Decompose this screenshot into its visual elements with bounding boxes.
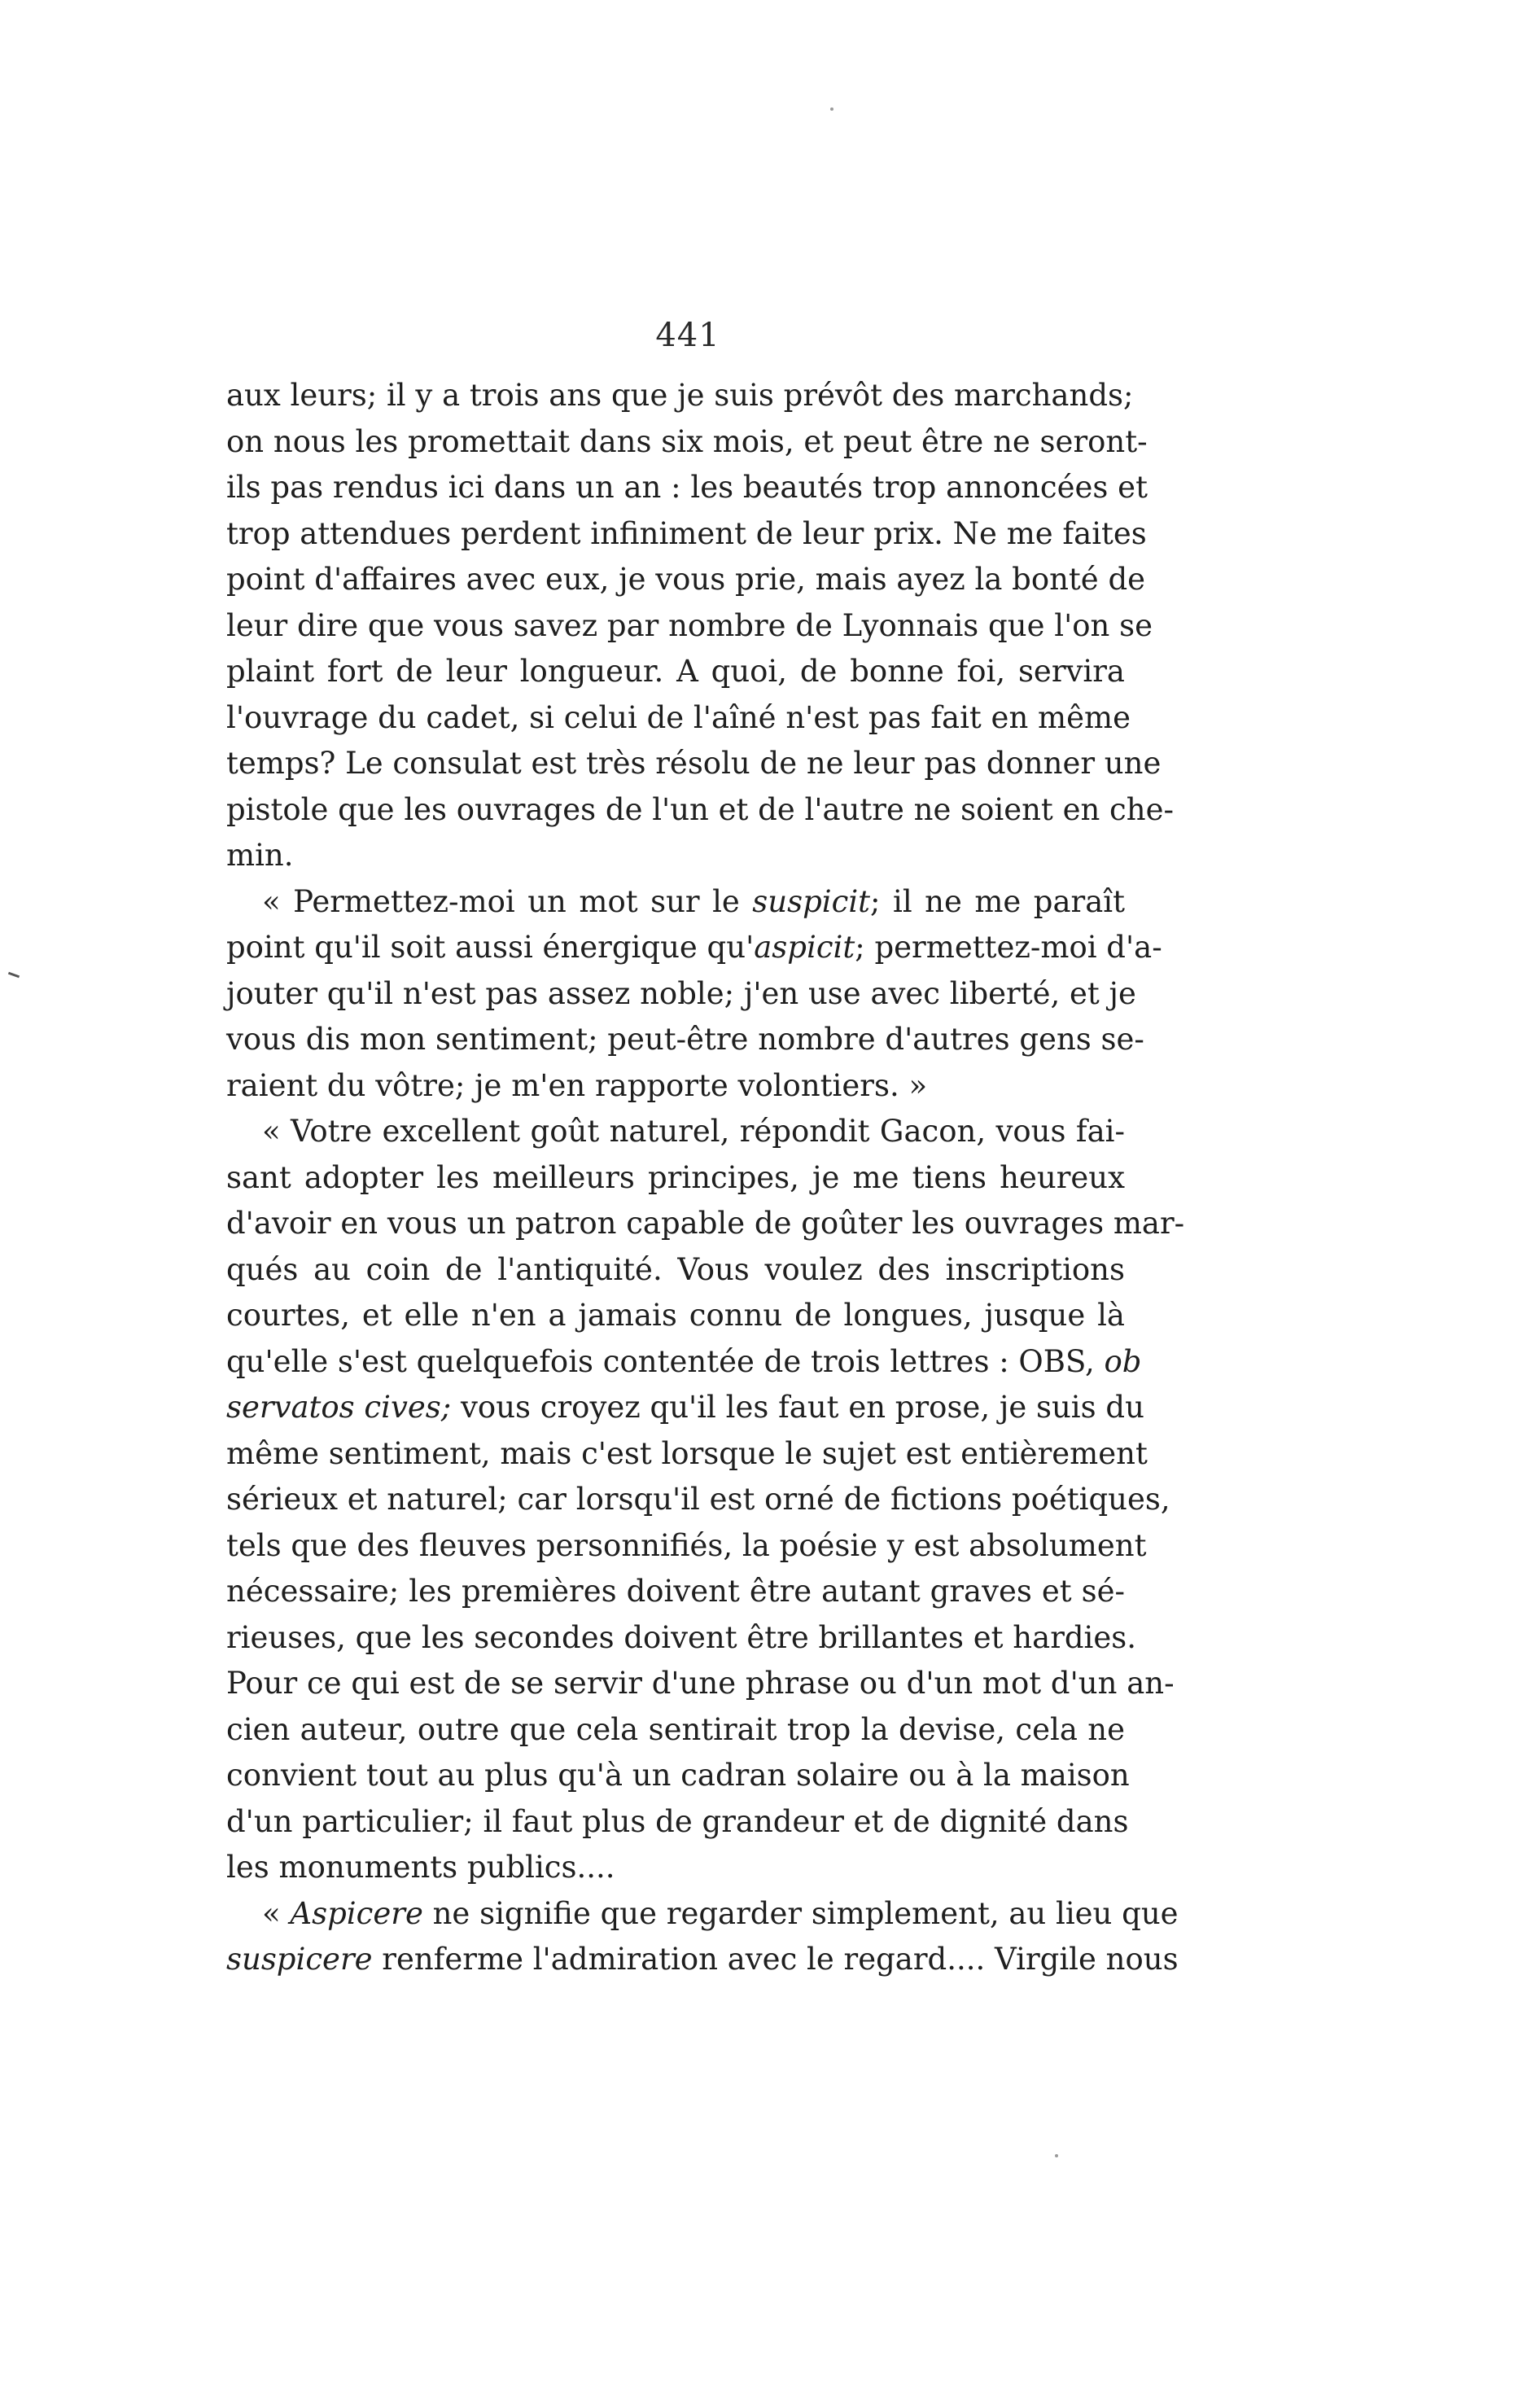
italic-run: aspicit bbox=[754, 930, 855, 965]
page-number: 441 bbox=[655, 317, 720, 354]
text-line bbox=[226, 1385, 1144, 1431]
paper-speck bbox=[830, 107, 833, 111]
text-run: ; il ne me paraît bbox=[870, 883, 1125, 919]
text-line: tels que des fleuves personnifiés, la poésie y est absolument bbox=[226, 1527, 1147, 1563]
text-line: trop attendues perdent infiniment de leur prix. Ne me faites bbox=[226, 515, 1147, 551]
text-line: ils pas rendus ici dans un an : les beautés trop annoncées et bbox=[226, 470, 1148, 505]
text-line: l'ouvrage du cadet, si celui de l'aîné n'est pas fait en même bbox=[226, 699, 1131, 735]
text-line: min. bbox=[226, 838, 294, 873]
text-line: convient tout au plus qu'à un cadran solaire ou à la maison bbox=[226, 1758, 1130, 1793]
text-line: pistole que les ouvrages de l'un et de l'autre ne soient en che- bbox=[226, 791, 1175, 827]
text-line: raient du vôtre; je m'en rapporte volontiers. » bbox=[226, 1067, 928, 1103]
text-line: vous dis mon sentiment; peut-être nombre d'autres gens se- bbox=[226, 1022, 1144, 1057]
text-run: renferme l'admiration avec le regard.... Virgile nous bbox=[372, 1942, 1179, 1977]
text-line: nécessaire; les premières doivent être autant graves et sé- bbox=[226, 1574, 1125, 1609]
body-text bbox=[226, 373, 1185, 1983]
text-line bbox=[226, 1937, 1179, 1983]
text-line bbox=[226, 1891, 1179, 1938]
margin-mark bbox=[8, 972, 20, 979]
text-line: d'avoir en vous un patron capable de goûter les ouvrages mar- bbox=[226, 1206, 1185, 1241]
text-line: d'un particulier; il faut plus de grandeur et de dignité dans bbox=[226, 1803, 1129, 1839]
text-line bbox=[226, 1339, 1142, 1386]
text-run: ne signifie que regarder simplement, au lieu que bbox=[422, 1895, 1179, 1931]
text-line: courtes, et elle n'en a jamais connu de longues, jusque là bbox=[226, 1298, 1125, 1333]
text-line: qués au coin de l'antiquité. Vous voulez des inscriptions bbox=[226, 1251, 1125, 1287]
paper-speck bbox=[1055, 2154, 1058, 2157]
text-line: point d'affaires avec eux, je vous prie, mais ayez la bonté de bbox=[226, 562, 1146, 597]
text-line: aux leurs; il y a trois ans que je suis prévôt des marchands; bbox=[226, 378, 1134, 413]
text-line: sant adopter les meilleurs principes, je me tiens heureux bbox=[226, 1159, 1125, 1195]
italic-run: servatos cives; bbox=[226, 1390, 452, 1425]
text-line: jouter qu'il n'est pas assez noble; j'en use avec liberté, et je bbox=[226, 975, 1136, 1011]
text-line: sérieux et naturel; car lorsqu'il est orné de fictions poétiques, bbox=[226, 1482, 1170, 1517]
text-line: leur dire que vous savez par nombre de Lyonnais que l'on se bbox=[226, 607, 1153, 643]
italic-run: ob bbox=[1104, 1343, 1142, 1379]
text-run: « bbox=[262, 1895, 291, 1931]
text-line: les monuments publics.... bbox=[226, 1850, 615, 1885]
italic-run: Aspicere bbox=[290, 1895, 423, 1931]
text-run: vous croyez qu'il les faut en prose, je suis du bbox=[451, 1390, 1144, 1425]
text-line: plaint fort de leur longueur. A quoi, de bonne foi, servira bbox=[226, 654, 1125, 689]
text-line: même sentiment, mais c'est lorsque le sujet est entièrement bbox=[226, 1435, 1148, 1471]
italic-run: suspicit bbox=[752, 883, 871, 919]
text-run: « Permettez-moi un mot sur le bbox=[262, 883, 753, 919]
text-line: Pour ce qui est de se servir d'une phrase ou d'un mot d'un an- bbox=[226, 1666, 1175, 1701]
text-run: ; permettez-moi d'a- bbox=[855, 930, 1162, 965]
text-line bbox=[226, 879, 1125, 926]
text-line: rieuses, que les secondes doivent être brillantes et hardies. bbox=[226, 1619, 1137, 1655]
italic-run: suspicere bbox=[226, 1942, 373, 1977]
text-run: qu'elle s'est quelquefois contentée de trois lettres : OBS, bbox=[226, 1343, 1105, 1379]
text-line bbox=[226, 925, 1162, 971]
text-line: temps? Le consulat est très résolu de ne leur pas donner une bbox=[226, 746, 1162, 781]
text-run: point qu'il soit aussi énergique qu' bbox=[226, 930, 755, 965]
text-line: cien auteur, outre que cela sentirait trop la devise, cela ne bbox=[226, 1711, 1125, 1747]
text-line: on nous les promettait dans six mois, et peut être ne seront- bbox=[226, 423, 1148, 459]
text-line: « Votre excellent goût naturel, répondit Gacon, vous fai- bbox=[262, 1114, 1125, 1149]
